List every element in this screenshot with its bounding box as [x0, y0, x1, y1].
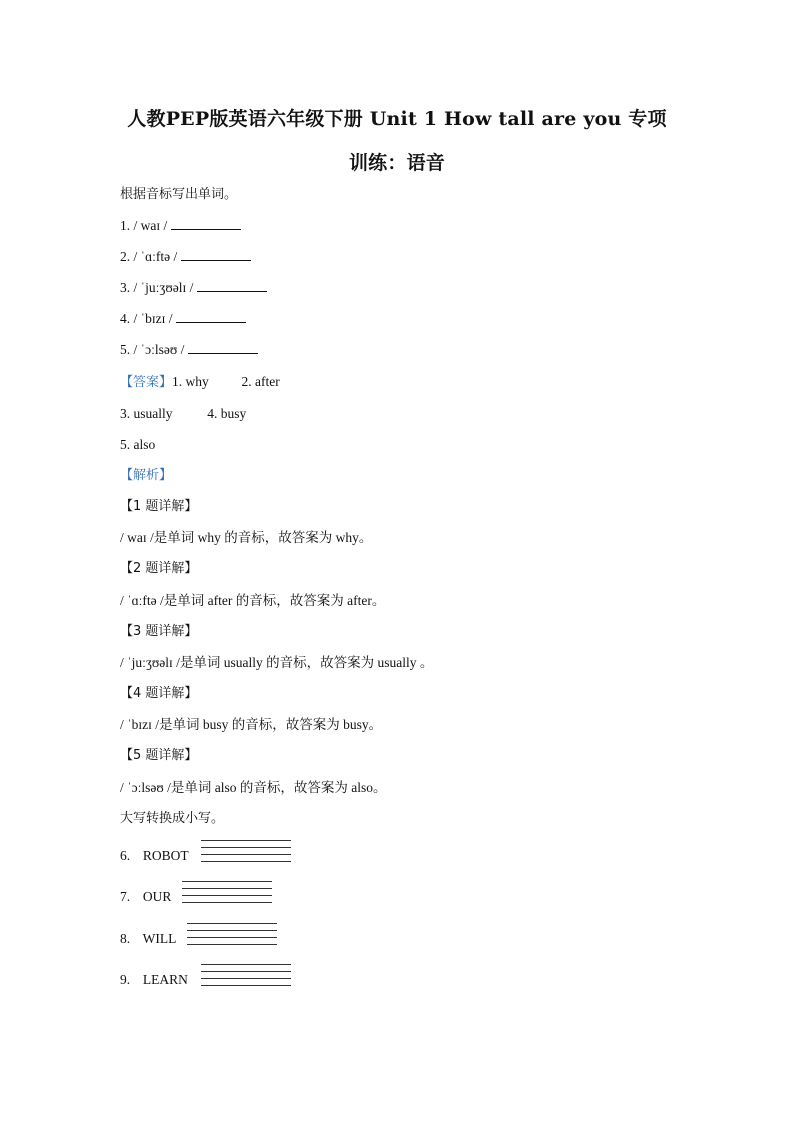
question-5: [120, 341, 258, 359]
section2-instruction: 大写转换成小写。: [120, 811, 225, 826]
document-title-line1: 人教PEP版英语六年级下册 Unit 1 How tall are you 专项: [127, 108, 667, 130]
answer-1: 1. why: [172, 374, 209, 389]
answer-label: 【答案】: [120, 375, 173, 390]
ipa-text: / waɪ /: [133, 218, 168, 233]
answer-blank[interactable]: [188, 341, 258, 354]
detail-2-text: / ˈɑːftə /是单词 after 的音标，故答案为 after。: [120, 593, 386, 608]
question-number: 9.: [120, 972, 131, 987]
question-2: [120, 248, 251, 266]
document-title-line2: 训练：语音: [348, 152, 445, 174]
ipa-text: / ˈɑːftə /: [133, 249, 178, 264]
answer-line-2: [120, 405, 246, 423]
answer-blank[interactable]: [181, 248, 251, 261]
detail-2-label: 【2 题详解】: [120, 561, 198, 576]
section1-instruction: 根据音标写出单词。: [120, 187, 238, 202]
writing-lines[interactable]: [201, 834, 291, 862]
ipa-text: / ˈjuːʒʊəlɪ /: [133, 280, 194, 295]
ipa-text: / ˈbɪzɪ /: [133, 311, 173, 326]
question-4: [120, 310, 246, 328]
answer-5: 5. also: [120, 437, 156, 452]
answer-line-3: [120, 436, 155, 454]
answer-2: 2. after: [241, 374, 280, 389]
question-number: 4.: [120, 311, 131, 326]
answer-blank[interactable]: [197, 279, 267, 292]
analysis-label: 【解析】: [120, 468, 173, 483]
answer-blank[interactable]: [176, 310, 246, 323]
writing-lines[interactable]: [201, 958, 291, 986]
question-9: [120, 971, 188, 989]
answer-blank[interactable]: [171, 217, 241, 230]
ipa-text: / ˈɔːlsəʊ /: [133, 342, 185, 357]
question-6: [120, 847, 189, 865]
question-8: [120, 930, 176, 948]
detail-5-text: / ˈɔːlsəʊ /是单词 also 的音标，故答案为 also。: [120, 780, 387, 795]
question-number: 6.: [120, 848, 131, 863]
detail-5-label: 【5 题详解】: [120, 748, 198, 763]
uppercase-word: OUR: [142, 889, 172, 904]
detail-4-label: 【4 题详解】: [120, 686, 198, 701]
detail-3-label: 【3 题详解】: [120, 624, 198, 639]
question-3: [120, 279, 267, 297]
detail-3-text: / ˈjuːʒʊəlɪ /是单词 usually 的音标，故答案为 usually 。: [120, 655, 434, 670]
uppercase-word: ROBOT: [142, 848, 189, 863]
writing-lines[interactable]: [182, 875, 272, 903]
question-1: [120, 217, 241, 235]
detail-4-text: / ˈbɪzɪ /是单词 busy 的音标，故答案为 busy。: [120, 717, 383, 732]
uppercase-word: WILL: [142, 931, 177, 946]
question-number: 3.: [120, 280, 131, 295]
question-number: 1.: [120, 218, 131, 233]
answer-3: 3. usually: [120, 406, 173, 421]
question-number: 5.: [120, 342, 131, 357]
question-7: [120, 888, 171, 906]
question-number: 2.: [120, 249, 131, 264]
detail-1-label: 【1 题详解】: [120, 499, 198, 514]
question-number: 8.: [120, 931, 131, 946]
answer-line-1: [120, 373, 280, 392]
uppercase-word: LEARN: [142, 972, 188, 987]
writing-lines[interactable]: [187, 917, 277, 945]
detail-1-text: / waɪ /是单词 why 的音标，故答案为 why。: [120, 530, 373, 545]
answer-4: 4. busy: [207, 406, 247, 421]
question-number: 7.: [120, 889, 131, 904]
